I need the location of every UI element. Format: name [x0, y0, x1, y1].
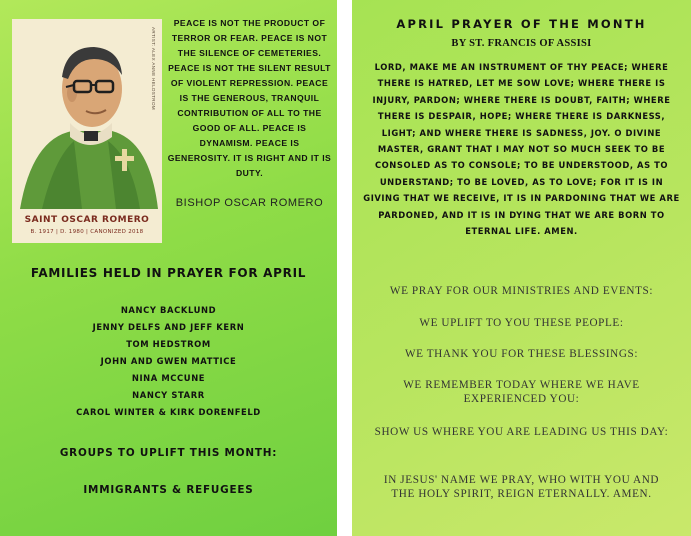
- artist-credit: ARTIST: ALEX ANNE HELDSTROM: [151, 27, 156, 110]
- list-item: JOHN AND GWEN MATTICE: [100, 356, 237, 366]
- panel-divider: [337, 0, 352, 536]
- portrait-illustration: [12, 19, 162, 243]
- right-panel: [352, 0, 691, 536]
- prayer-title: APRIL PRAYER OF THE MONTH: [396, 17, 647, 31]
- petition-leading: SHOW US WHERE YOU ARE LEADING US THIS DAY:: [374, 426, 669, 438]
- closing-prayer: IN JESUS' NAME WE PRAY, WHO WITH YOU AND THE HOLY SPIRIT, REIGN ETERNALLY. AMEN.: [383, 474, 660, 500]
- petition-ministries: WE PRAY FOR OUR MINISTRIES AND EVENTS:: [389, 285, 654, 297]
- prayer-text: LORD, MAKE ME AN INSTRUMENT OF THY PEACE; WHERE THERE IS HATRED, LET ME SOW LOVE; WHERE THERE IS INJURY, PARDON; WHERE THERE IS DOUBT, FAITH; WHERE THERE IS DESPAIR, HOPE; WHERE THERE IS DARKNESS, LIGHT; AND WHERE THERE IS SADNESS, JOY. O DIVINE MASTER, GRANT THAT I MAY NOT SO MUCH SEEK TO BE CONSOLED AS TO CONSOLE; TO BE UNDERSTOOD, AS TO UNDERSTAND; TO BE LOVED, AS TO LOVE; FOR IT IS IN GIVING THAT WE RECEIVE, IT IS IN PARDONING THAT WE ARE PARDONED, AND IT IS IN DYING THAT WE ARE BORN TO ETERNAL LIFE. AMEN.: [363, 62, 680, 237]
- list-item: CAROL WINTER & KIRK DORENFELD: [76, 407, 261, 417]
- list-item: TOM HEDSTROM: [126, 339, 211, 349]
- saint-name: SAINT OSCAR ROMERO: [24, 215, 150, 225]
- list-item: NINA MCCUNE: [131, 373, 206, 383]
- list-item: JENNY DELFS AND JEFF KERN: [92, 322, 245, 332]
- quote-author: BISHOP OSCAR ROMERO: [175, 197, 324, 209]
- list-item: NANCY STARR: [132, 390, 205, 400]
- families-list: [0, 302, 337, 421]
- petition-remember: WE REMEMBER TODAY WHERE WE HAVE EXPERIENCED YOU:: [403, 379, 640, 405]
- families-heading: FAMILIES HELD IN PRAYER FOR APRIL: [30, 266, 307, 280]
- prayer-byline: BY ST. FRANCIS OF ASSISI: [451, 38, 592, 49]
- petition-people: WE UPLIFT TO YOU THESE PEOPLE:: [419, 317, 624, 329]
- petition-blessings: WE THANK YOU FOR THESE BLESSINGS:: [404, 348, 639, 360]
- romero-quote: PEACE IS NOT THE PRODUCT OF TERROR OR FEAR. PEACE IS NOT THE SILENCE OF CEMETERIES. PEACE IS NOT THE SILENT RESULT OF VIOLENT REPRESSION. PEACE IS THE GENEROUS, TRANQUIL CONTRIBUTION OF ALL TO THE GOOD OF ALL. PEACE IS DYNAMISM. PEACE IS GENEROSITY. IT IS RIGHT AND IT IS DUTY.: [167, 18, 332, 178]
- groups-heading: GROUPS TO UPLIFT THIS MONTH:: [59, 447, 278, 459]
- saint-portrait: [12, 19, 162, 243]
- left-panel: [0, 0, 337, 536]
- groups-item: IMMIGRANTS & REFUGEES: [83, 484, 254, 496]
- list-item: NANCY BACKLUND: [120, 305, 217, 315]
- saint-dates: B. 1917 | D. 1980 | CANONIZED 2018: [30, 229, 144, 235]
